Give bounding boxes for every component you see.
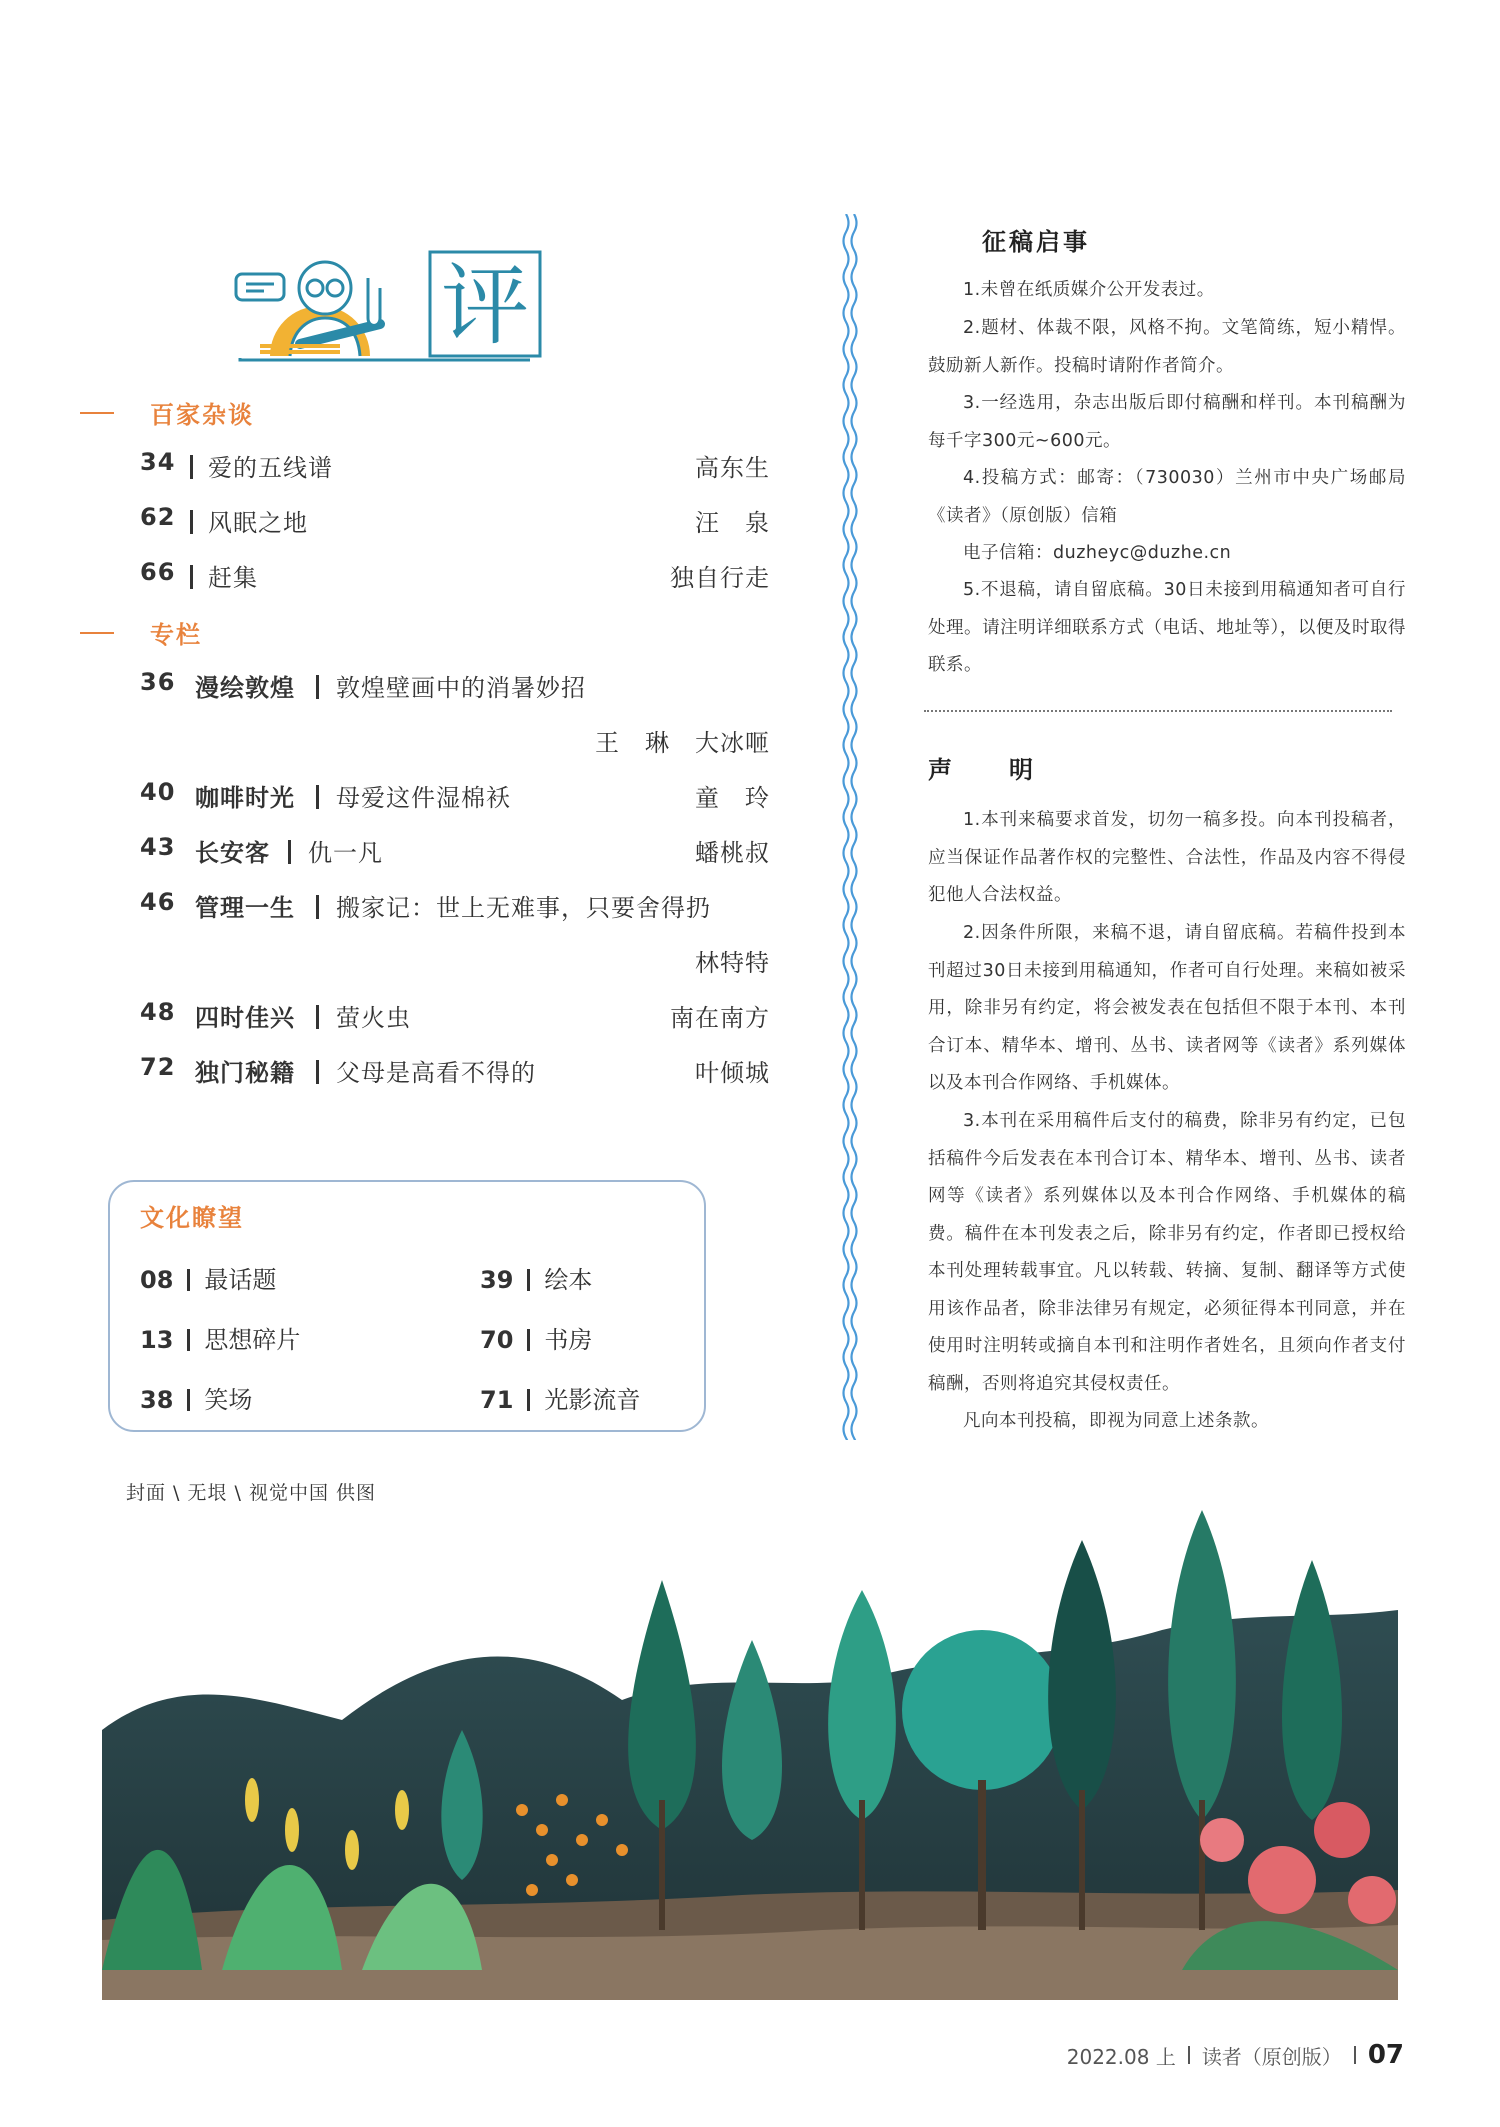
page-number: 66 (140, 558, 176, 586)
column-name: 管理一生 (195, 894, 295, 922)
ping-character: 评 (440, 254, 530, 357)
statement-para: 3.本刊在采用稿件后支付的稿费，除非另有约定，已包括稿件今后发表在本刊合订本、精华本、增刊、丛书、读者网等《读者》系列媒体以及本刊合作网络、手机媒体的稿费。稿件在本刊发表之后，除非另有约定，作者即已授权给本刊处理转载事宜。凡以转载、转摘、复制、翻译等方式使用该作品者，除非法律另有规定，必须征得本刊同意，并在使用时注明转或摘自本刊和注明作者姓名，且须向作者支付稿酬，否则将追究其侵权责任。 (928, 1111, 1406, 1394)
statement-para: 2.因条件所限，来稿不退，请自留底稿。若稿件投到本刊超过30日未接到用稿通知，作者可自行处理。来稿如被采用，除非另有约定，将会被发表在包括但不限于本刊、本刊合订本、精华本、增刊、丛书、读者网等《读者》系列媒体以及本刊合作网络、手机媒体。 (928, 923, 1406, 1093)
section-title[interactable]: 专栏 (150, 621, 202, 649)
culture-item[interactable] (480, 1320, 592, 1356)
author: 蟠桃叔 (695, 839, 770, 867)
page-number: 71 (480, 1386, 514, 1414)
article-title: 搬家记：世上无难事，只要舍得扔 (336, 894, 711, 922)
author: 独自行走 (670, 564, 770, 592)
page-number: 46 (140, 888, 176, 916)
issue-date: 2022.08 上 (1066, 2044, 1176, 2069)
column-name: 四时佳兴 (195, 1004, 295, 1032)
submission-para: 3.一经选用，杂志出版后即付稿酬和样刊。本刊稿酬为每千字300元~600元。 (928, 393, 1406, 451)
column-name: 漫绘敦煌 (195, 674, 295, 702)
separator (187, 1269, 190, 1291)
separator (187, 1389, 190, 1411)
item-title: 书房 (544, 1326, 593, 1354)
statement-para: 凡向本刊投稿，即视为同意上述条款。 (963, 1411, 1269, 1431)
separator (190, 455, 193, 479)
submission-email: 电子信箱：duzheyc@duzhe.cn (963, 543, 1232, 563)
wavy-divider (838, 214, 862, 1440)
author: 南在南方 (670, 1004, 770, 1032)
submission-para: 1.未曾在纸质媒介公开发表过。 (963, 280, 1215, 300)
article-title: 仇一凡 (308, 839, 383, 867)
submission-para: 5.不退稿，请自留底稿。30日未接到用稿通知者可自行处理。请注明详细联系方式（电话、地址等），以便及时取得联系。 (928, 580, 1406, 675)
article-title: 赶集 (208, 564, 258, 592)
page-number: 62 (140, 503, 176, 531)
page-number: 39 (480, 1266, 514, 1294)
author: 高东生 (695, 454, 770, 482)
toc-entry[interactable] (140, 998, 770, 1038)
culture-item[interactable] (140, 1320, 300, 1356)
article-title: 爱的五线谱 (208, 454, 333, 482)
author: 叶倾城 (695, 1059, 770, 1087)
page-number: 70 (480, 1326, 514, 1354)
dotted-divider (924, 710, 1392, 712)
magazine-name: 读者（原创版） (1201, 2044, 1342, 2069)
review-header-illustration (230, 248, 570, 368)
statement-title: 声 明 (928, 756, 1036, 784)
culture-item[interactable] (140, 1260, 276, 1296)
submission-para: 4.投稿方式：邮寄：（730030）兰州市中央广场邮局《读者》（原创版）信箱 (928, 468, 1406, 526)
item-title: 思想碎片 (204, 1326, 301, 1354)
toc-entry[interactable] (140, 668, 770, 708)
toc-entry[interactable] (140, 888, 770, 928)
separator (316, 1060, 319, 1084)
page-number: 43 (140, 833, 176, 861)
toc-entry[interactable] (140, 558, 770, 598)
page-number: 72 (140, 1053, 176, 1081)
column-name: 长安客 (195, 839, 270, 867)
toc-entry[interactable] (140, 778, 770, 818)
toc-entry[interactable] (140, 448, 770, 488)
section-header-zhuanlan (80, 615, 202, 650)
page-number: 40 (140, 778, 176, 806)
submission-title: 征稿启事 (982, 228, 1090, 256)
page-number: 48 (140, 998, 176, 1026)
separator (190, 510, 193, 534)
author: 林特特 (695, 949, 770, 977)
toc-entry[interactable] (140, 833, 770, 873)
cover-credit: 封面 \ 无垠 \ 视觉中国 供图 (126, 1482, 377, 1504)
separator (527, 1269, 530, 1291)
article-title: 母爱这件湿棉袄 (336, 784, 511, 812)
culture-box-title[interactable]: 文化瞭望 (140, 1204, 244, 1232)
toc-entry[interactable] (140, 503, 770, 543)
forest-landscape-illustration (102, 1500, 1398, 2000)
separator (316, 895, 319, 919)
page-number: 08 (140, 1266, 174, 1294)
item-title: 最话题 (204, 1266, 277, 1294)
page-number: 36 (140, 668, 176, 696)
article-title: 风眠之地 (208, 509, 308, 537)
culture-item[interactable] (480, 1260, 592, 1296)
article-title: 父母是高看不得的 (336, 1059, 536, 1087)
page-number: 34 (140, 448, 176, 476)
page-number: 38 (140, 1386, 174, 1414)
separator (1354, 2046, 1356, 2064)
separator (187, 1329, 190, 1351)
column-name: 独门秘籍 (195, 1059, 295, 1087)
culture-item[interactable] (140, 1380, 252, 1416)
author: 王 琳 大冰咂 (595, 729, 770, 757)
section-dash (80, 632, 114, 634)
section-dash (80, 412, 114, 414)
section-header-baijia (80, 395, 254, 430)
statement-para: 1.本刊来稿要求首发，切勿一稿多投。向本刊投稿者，应当保证作品著作权的完整性、合法性，作品及内容不得侵犯他人合法权益。 (928, 810, 1406, 905)
separator (527, 1389, 530, 1411)
page-footer (1067, 2040, 1404, 2070)
culture-box (108, 1180, 706, 1432)
page-number: 07 (1367, 2040, 1404, 2070)
toc-entry[interactable] (140, 1053, 770, 1093)
author: 汪 泉 (695, 509, 770, 537)
article-title: 萤火虫 (336, 1004, 411, 1032)
author: 童 玲 (695, 784, 770, 812)
article-title: 敦煌壁画中的消暑妙招 (336, 674, 586, 702)
submission-para: 2.题材、体裁不限，风格不拘。文笔简练，短小精悍。鼓励新人新作。投稿时请附作者简介。 (928, 318, 1406, 376)
column-name: 咖啡时光 (195, 784, 295, 812)
separator (527, 1329, 530, 1351)
separator (316, 1005, 319, 1029)
item-title: 光影流音 (544, 1386, 641, 1414)
separator (316, 675, 319, 699)
separator (1188, 2046, 1190, 2064)
separator (190, 565, 193, 589)
page-number: 13 (140, 1326, 174, 1354)
item-title: 绘本 (544, 1266, 593, 1294)
item-title: 笑场 (204, 1386, 253, 1414)
section-title[interactable]: 百家杂谈 (150, 401, 254, 429)
separator (316, 785, 319, 809)
culture-item[interactable] (480, 1380, 640, 1416)
separator (288, 840, 291, 864)
